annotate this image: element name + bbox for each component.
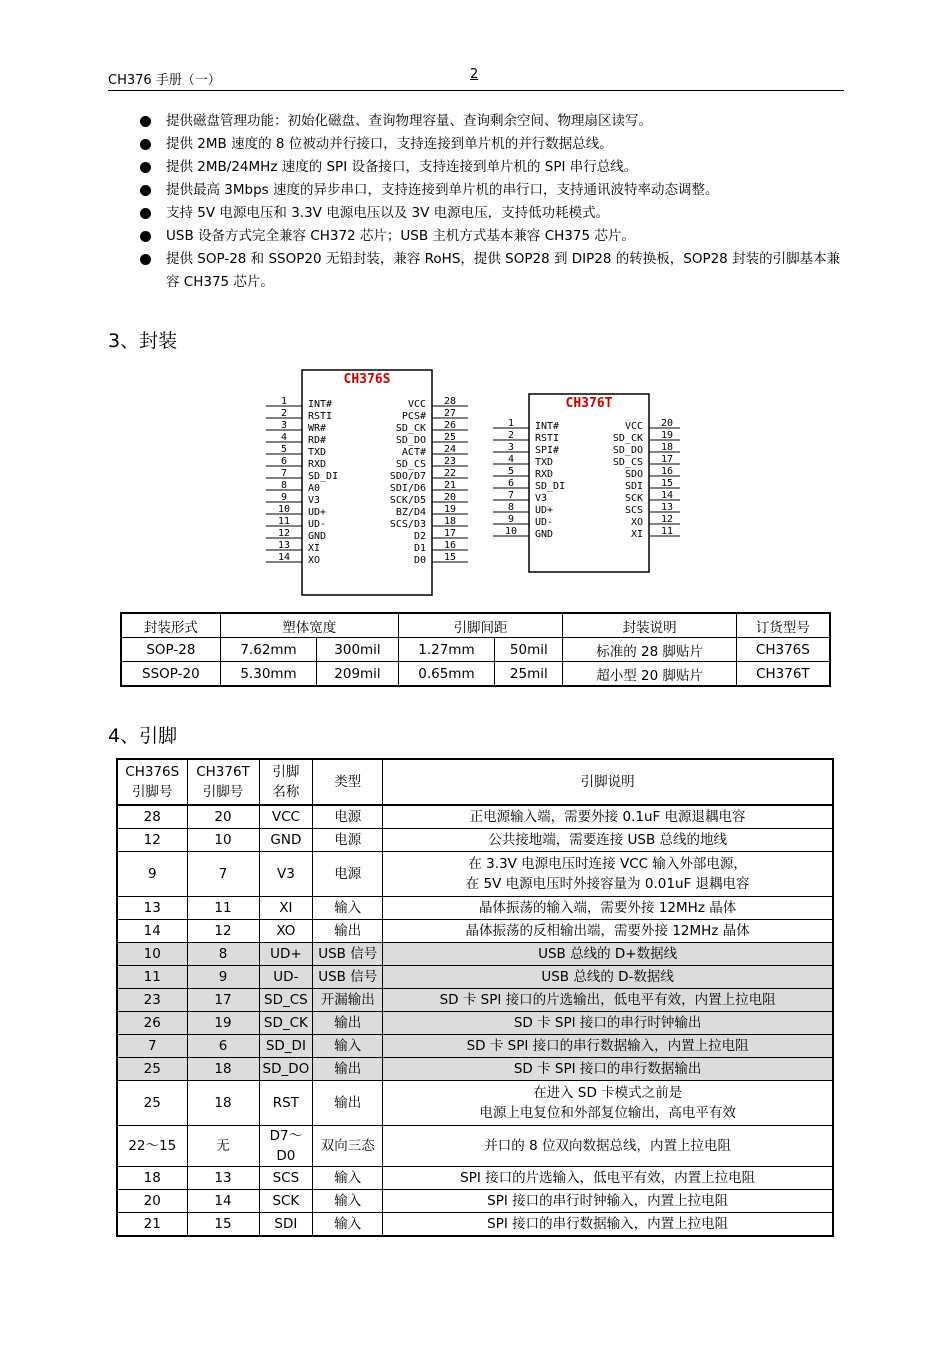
table-row	[117, 1126, 833, 1167]
pin-number: 3	[507, 442, 515, 453]
pin-number: 23	[443, 456, 457, 467]
table-cell: 0.65mm	[398, 662, 495, 687]
pin-number: 13	[660, 502, 674, 513]
pin-label: VCC	[624, 421, 643, 432]
pin-description: SPI 接口的串行数据输入，内置上拉电阻	[383, 1213, 833, 1237]
pin-label: D2	[413, 531, 426, 542]
table-cell: 10	[117, 943, 187, 966]
table-cell: 18	[187, 1081, 259, 1126]
pin-number: 5	[507, 466, 515, 477]
pin-number: 12	[660, 514, 674, 525]
table-cell: SCS	[259, 1167, 313, 1190]
table-cell: SD_DO	[259, 1058, 313, 1081]
pin-label: SD_CS	[395, 459, 426, 470]
table-cell: XI	[259, 897, 313, 920]
pin-number: 9	[280, 492, 288, 503]
table-cell: 17	[187, 989, 259, 1012]
pin-number: 2	[280, 408, 288, 419]
pin-description: SPI 接口的片选输入，低电平有效，内置上拉电阻	[383, 1167, 833, 1190]
pin-label: SCK	[624, 493, 643, 504]
pin-label: TXD	[308, 447, 327, 458]
table-cell: 输入	[313, 1213, 383, 1237]
chip-diagrams	[260, 365, 680, 604]
table-cell: 13	[117, 897, 187, 920]
table-cell: 25	[117, 1058, 187, 1081]
table-row	[117, 805, 833, 829]
package-header-cell: 塑体宽度	[220, 613, 398, 638]
table-cell: 5.30mm	[220, 662, 317, 687]
pin-label: XO	[630, 517, 643, 528]
pin-header-cell: 引脚说明	[383, 759, 833, 805]
pin-label: ACT#	[401, 447, 426, 458]
pin-number: 6	[507, 478, 515, 489]
pin-number: 19	[660, 430, 674, 441]
table-cell: SD_DI	[259, 1035, 313, 1058]
table-cell: 15	[187, 1213, 259, 1237]
table-cell: 输入	[313, 1035, 383, 1058]
pin-label: SCS	[624, 505, 643, 516]
pin-description: 并口的 8 位双向数据总线，内置上拉电阻	[383, 1126, 833, 1167]
table-cell: XO	[259, 920, 313, 943]
package-header-cell: 订货型号	[736, 613, 830, 638]
table-cell: 输入	[313, 1167, 383, 1190]
table-row	[121, 638, 830, 662]
pin-number: 11	[277, 516, 291, 527]
table-cell: 20	[117, 1190, 187, 1213]
feature-item: 提供磁盘管理功能：初始化磁盘、查询物理容量、查询剩余空间、物理扇区读写。	[136, 110, 848, 133]
pin-label: INT#	[308, 399, 333, 410]
pin-number: 17	[443, 528, 457, 539]
pin-description: USB 总线的 D-数据线	[383, 966, 833, 989]
feature-item: 支持 5V 电源电压和 3.3V 电源电压以及 3V 电源电压，支持低功耗模式。	[136, 202, 848, 225]
table-cell: 25mil	[495, 662, 563, 687]
pin-number: 18	[660, 442, 674, 453]
table-cell: 14	[117, 920, 187, 943]
table-cell: RST	[259, 1081, 313, 1126]
table-cell: 28	[117, 805, 187, 829]
table-cell: 13	[187, 1167, 259, 1190]
page-number: 2	[470, 67, 479, 82]
pin-number: 21	[443, 480, 457, 491]
table-cell: SSOP-20	[121, 662, 220, 687]
table-cell: SCK	[259, 1190, 313, 1213]
table-cell: 输出	[313, 920, 383, 943]
pin-label: SD_DI	[308, 471, 339, 482]
feature-item: 提供 2MB 速度的 8 位被动并行接口，支持连接到单片机的并行数据总线。	[136, 133, 848, 156]
pin-number: 3	[280, 420, 288, 431]
table-row	[117, 1167, 833, 1190]
pin-table-header	[117, 759, 833, 805]
package-header-cell: 封装说明	[563, 613, 736, 638]
table-cell: 标准的 28 脚贴片	[563, 638, 736, 662]
pin-number: 27	[443, 408, 457, 419]
pin-label: PCS#	[401, 411, 426, 422]
table-cell: 输出	[313, 1058, 383, 1081]
table-row	[121, 662, 830, 687]
pin-number: 13	[277, 540, 291, 551]
table-cell: 10	[187, 829, 259, 852]
pin-label: RXD	[308, 459, 327, 470]
pin-label: RXD	[535, 469, 554, 480]
table-cell: 7.62mm	[220, 638, 317, 662]
pin-number: 1	[280, 396, 288, 407]
table-row	[117, 829, 833, 852]
table-cell: 输出	[313, 1081, 383, 1126]
table-cell: 输入	[313, 1190, 383, 1213]
table-cell: 无	[187, 1126, 259, 1167]
pin-number: 14	[277, 552, 291, 563]
table-cell: SOP-28	[121, 638, 220, 662]
table-cell: 9	[187, 966, 259, 989]
pin-number: 9	[507, 514, 515, 525]
pin-number: 10	[277, 504, 291, 515]
pin-label: SD_DO	[395, 435, 426, 446]
pin-label: SDI/D6	[389, 483, 426, 494]
pin-description: 晶体振荡的反相输出端，需要外接 12MHz 晶体	[383, 920, 833, 943]
pin-label: SDO/D7	[389, 471, 426, 482]
pin-label: SDO	[624, 469, 643, 480]
table-cell: SD_CS	[259, 989, 313, 1012]
package-header-cell: 封装形式	[121, 613, 220, 638]
pin-number: 15	[443, 552, 457, 563]
pin-number: 25	[443, 432, 457, 443]
pin-number: 4	[507, 454, 515, 465]
chip-title: CH376S	[343, 372, 391, 387]
pin-header-cell: 引脚 名称	[259, 759, 313, 805]
pin-number: 16	[443, 540, 457, 551]
pin-label: GND	[308, 531, 327, 542]
table-cell: 电源	[313, 829, 383, 852]
pin-header-cell: CH376S 引脚号	[117, 759, 187, 805]
feature-item: 提供 2MB/24MHz 速度的 SPI 设备接口，支持连接到单片机的 SPI 串行总线。	[136, 156, 848, 179]
table-cell: 电源	[313, 805, 383, 829]
pin-label: SD_DO	[612, 445, 643, 456]
pin-description: 晶体振荡的输入端，需要外接 12MHz 晶体	[383, 897, 833, 920]
package-header-cell: 引脚间距	[398, 613, 563, 638]
pin-label: RD#	[308, 435, 327, 446]
table-cell: 8	[187, 943, 259, 966]
pin-label: V3	[535, 493, 548, 504]
table-cell: 7	[187, 852, 259, 897]
table-cell: 20	[187, 805, 259, 829]
pin-description: SPI 接口的串行时钟输入，内置上拉电阻	[383, 1190, 833, 1213]
section-package-title: 3、封装	[108, 330, 178, 352]
table-cell: 18	[187, 1058, 259, 1081]
table-cell: 双向三态	[313, 1126, 383, 1167]
table-cell: 12	[187, 920, 259, 943]
pin-label: RSTI	[535, 433, 560, 444]
table-cell: 输入	[313, 897, 383, 920]
pin-number: 26	[443, 420, 457, 431]
table-cell: UD-	[259, 966, 313, 989]
table-cell: CH376S	[736, 638, 830, 662]
table-row	[117, 1213, 833, 1237]
table-row	[117, 989, 833, 1012]
pin-number: 10	[504, 526, 518, 537]
page-header	[108, 66, 844, 91]
pin-description: 公共接地端，需要连接 USB 总线的地线	[383, 829, 833, 852]
pin-label: INT#	[535, 421, 560, 432]
pin-number: 20	[443, 492, 457, 503]
pin-header-cell: 类型	[313, 759, 383, 805]
pin-label: XI	[630, 529, 643, 540]
section-pin-title: 4、引脚	[108, 725, 178, 747]
pin-number: 24	[443, 444, 457, 455]
table-cell: 开漏输出	[313, 989, 383, 1012]
pin-number: 12	[277, 528, 291, 539]
table-cell: 22～15	[117, 1126, 187, 1167]
pin-number: 14	[660, 490, 674, 501]
pin-label: VCC	[407, 399, 426, 410]
table-row	[117, 1190, 833, 1213]
table-cell: 300mil	[317, 638, 398, 662]
package-table	[120, 612, 831, 687]
pin-label: SPI#	[535, 445, 560, 456]
feature-list	[136, 110, 848, 294]
pin-label: SCK/D5	[389, 495, 426, 506]
table-cell: 电源	[313, 852, 383, 897]
pin-label: SCS/D3	[389, 519, 426, 530]
pin-number: 7	[507, 490, 515, 501]
feature-item: USB 设备方式完全兼容 CH372 芯片；USB 主机方式基本兼容 CH375 芯片。	[136, 225, 848, 248]
feature-item: 提供最高 3Mbps 速度的异步串口，支持连接到单片机的串行口，支持通讯波特率动态调整。	[136, 179, 848, 202]
table-cell: USB 信号	[313, 966, 383, 989]
pin-header-cell: CH376T 引脚号	[187, 759, 259, 805]
pin-description: SD 卡 SPI 接口的串行数据输入，内置上拉电阻	[383, 1035, 833, 1058]
table-row	[117, 943, 833, 966]
pin-label: UD-	[535, 517, 554, 528]
table-row	[117, 1012, 833, 1035]
pin-label: TXD	[535, 457, 554, 468]
table-cell: 超小型 20 脚贴片	[563, 662, 736, 687]
pin-number: 16	[660, 466, 674, 477]
pin-number: 8	[280, 480, 288, 491]
pin-description: SD 卡 SPI 接口的串行时钟输出	[383, 1012, 833, 1035]
pin-label: V3	[308, 495, 321, 506]
pin-number: 11	[660, 526, 674, 537]
pin-number: 20	[660, 418, 674, 429]
table-cell: 25	[117, 1081, 187, 1126]
table-cell: SD_CK	[259, 1012, 313, 1035]
pin-number: 19	[443, 504, 457, 515]
pin-number: 6	[280, 456, 288, 467]
pin-label: SD_CK	[612, 433, 643, 444]
pin-label: XO	[308, 555, 321, 566]
table-cell: 6	[187, 1035, 259, 1058]
table-cell: 输出	[313, 1012, 383, 1035]
table-cell: V3	[259, 852, 313, 897]
doc-title: CH376 手册（一）	[108, 73, 221, 88]
table-cell: 7	[117, 1035, 187, 1058]
pinout-diagram	[260, 365, 680, 600]
pin-label: D1	[413, 543, 426, 554]
table-cell: 18	[117, 1167, 187, 1190]
table-cell: 209mil	[317, 662, 398, 687]
table-cell: 9	[117, 852, 187, 897]
pin-label: SDI	[624, 481, 643, 492]
pin-number: 4	[280, 432, 288, 443]
table-cell: GND	[259, 829, 313, 852]
pin-description: SD 卡 SPI 接口的片选输出，低电平有效，内置上拉电阻	[383, 989, 833, 1012]
chip-title: CH376T	[565, 396, 613, 411]
pin-label: SD_CK	[395, 423, 426, 434]
pin-label: UD+	[308, 507, 327, 518]
pin-description: 在 3.3V 电源电压时连接 VCC 输入外部电源， 在 5V 电源电压时外接容量为 0.01uF 退耦电容	[383, 852, 833, 897]
table-cell: SDI	[259, 1213, 313, 1237]
table-cell: 14	[187, 1190, 259, 1213]
pin-label: UD-	[308, 519, 327, 530]
table-row	[117, 1035, 833, 1058]
pin-table	[116, 758, 834, 1237]
pin-number: 1	[507, 418, 515, 429]
table-cell: 19	[187, 1012, 259, 1035]
pin-number: 17	[660, 454, 674, 465]
pin-number: 28	[443, 396, 457, 407]
table-row	[117, 966, 833, 989]
pin-label: RSTI	[308, 411, 333, 422]
table-cell: 1.27mm	[398, 638, 495, 662]
table-cell: 26	[117, 1012, 187, 1035]
table-row	[117, 1058, 833, 1081]
pin-label: SD_CS	[612, 457, 643, 468]
table-row	[117, 852, 833, 897]
pin-number: 15	[660, 478, 674, 489]
pin-number: 22	[443, 468, 457, 479]
table-cell: 23	[117, 989, 187, 1012]
pin-description: SD 卡 SPI 接口的串行数据输出	[383, 1058, 833, 1081]
pin-number: 8	[507, 502, 515, 513]
table-cell: 11	[187, 897, 259, 920]
pin-label: A0	[308, 483, 321, 494]
pin-label: WR#	[308, 423, 327, 434]
feature-item: 提供 SOP-28 和 SSOP20 无铅封装，兼容 RoHS，提供 SOP28 到 DIP28 的转换板，SOP28 封装的引脚基本兼容 CH375 芯片。	[136, 248, 848, 294]
table-row	[117, 920, 833, 943]
pin-number: 5	[280, 444, 288, 455]
table-row	[117, 1081, 833, 1126]
pin-label: SD_DI	[535, 481, 566, 492]
table-cell: USB 信号	[313, 943, 383, 966]
pin-label: XI	[308, 543, 321, 554]
table-row	[117, 897, 833, 920]
pin-description: 在进入 SD 卡模式之前是 电源上电复位和外部复位输出，高电平有效	[383, 1081, 833, 1126]
table-cell: 11	[117, 966, 187, 989]
pin-description: USB 总线的 D+数据线	[383, 943, 833, 966]
pin-label: D0	[413, 555, 426, 566]
pin-number: 18	[443, 516, 457, 527]
table-cell: 12	[117, 829, 187, 852]
pin-label: GND	[535, 529, 554, 540]
table-cell: 21	[117, 1213, 187, 1237]
pin-number: 7	[280, 468, 288, 479]
pin-number: 2	[507, 430, 515, 441]
table-cell: 50mil	[495, 638, 563, 662]
table-cell: VCC	[259, 805, 313, 829]
pin-label: BZ/D4	[395, 507, 426, 518]
table-cell: UD+	[259, 943, 313, 966]
table-cell: CH376T	[736, 662, 830, 687]
pin-label: UD+	[535, 505, 554, 516]
pin-description: 正电源输入端，需要外接 0.1uF 电源退耦电容	[383, 805, 833, 829]
table-cell: D7～D0	[259, 1126, 313, 1167]
